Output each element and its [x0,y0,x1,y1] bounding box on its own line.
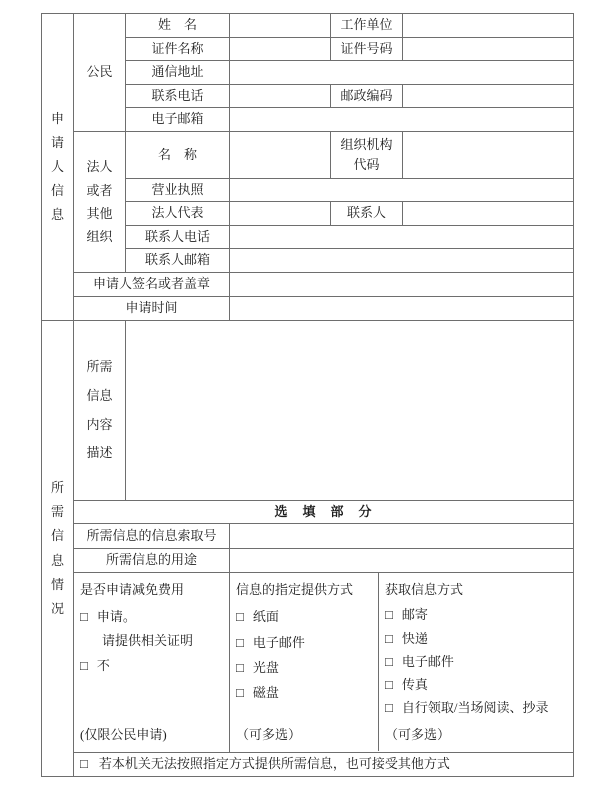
input-apply-time[interactable] [230,297,574,321]
option-label: 邮寄 [401,607,428,623]
label-cert-name: 证件名称 [126,38,230,61]
input-org-code[interactable] [403,132,574,179]
fee-waiver-title: 是否申请减免费用 [80,582,185,597]
input-contact-email[interactable] [230,249,574,273]
input-signature-or-seal[interactable] [230,273,574,297]
label-content-description-text: 所需信息内容描述 [86,359,113,461]
checkbox-icon: □ [236,659,244,675]
delivery-methods-columns [230,573,573,751]
label-info-index-number: 所需信息的信息索取号 [74,524,230,549]
label-contact-email: 联系人邮箱 [126,249,230,273]
input-org-name[interactable] [230,132,331,179]
label-email: 电子邮箱 [126,108,230,132]
label-signature-or-seal: 申请人签名或者盖章 [74,273,230,297]
provide-method-panel [230,573,378,751]
fee-option-no[interactable] [80,658,223,674]
label-phone: 联系电话 [126,85,230,108]
label-cert-number: 证件号码 [331,38,403,61]
label-apply-time: 申请时间 [74,297,230,321]
checkbox-icon: □ [385,677,393,692]
obtain-method-footnote: （可多选） [385,726,451,742]
input-info-purpose[interactable] [230,549,574,573]
group-label-organization [74,132,126,273]
checkbox-icon: □ [80,657,88,673]
group-label-citizen [74,14,126,132]
fee-waiver-panel [74,573,229,751]
label-content-description [74,321,126,501]
input-info-index-number[interactable] [230,524,574,549]
checkbox-icon: □ [385,700,393,716]
label-name: 姓 名 [126,14,230,38]
section-label-text: 申请人信息 [50,110,64,223]
input-cert-name[interactable] [230,38,331,61]
input-phone[interactable] [230,85,331,108]
obtain-method-title: 获取信息方式 [385,582,464,597]
fallback-note-text: 若本机关无法按照指定方式提供所需信息，也可接受其他方式 [98,756,450,772]
optional-section-header: 选 填 部 分 [74,501,574,524]
obtain-option-mail[interactable] [385,607,567,623]
provide-method-footnote: （可多选） [236,726,302,742]
checkbox-icon: □ [80,756,88,772]
provide-option-cd[interactable] [236,660,372,676]
label-org-name: 名 称 [126,132,230,179]
obtain-option-fax[interactable] [385,677,567,693]
input-legal-representative[interactable] [230,202,331,226]
option-label: 纸面 [252,609,279,625]
fee-waiver-cell [74,573,230,753]
fee-option-apply[interactable] [80,609,223,625]
checkbox-icon: □ [236,685,244,700]
obtain-option-express[interactable] [385,631,567,647]
label-info-purpose: 所需信息的用途 [74,549,230,573]
label-org-code-text: 组织机构代码 [340,136,393,172]
fee-waiver-footnote: (仅限公民申请) [80,726,167,742]
input-content-description[interactable] [126,321,574,501]
input-contact-person[interactable] [403,202,574,226]
option-label: 电子邮件 [252,634,305,650]
spacer [385,717,567,725]
option-label: 电子邮件 [401,653,454,669]
label-org-code [331,132,403,179]
section-label-text: 所需信息情况 [50,480,64,616]
input-mail-address[interactable] [230,61,574,85]
label-legal-representative: 法人代表 [126,202,230,226]
provide-option-email[interactable] [236,635,372,651]
provide-option-paper[interactable] [236,609,372,625]
section-label-applicant-info [42,14,74,321]
checkbox-icon: □ [236,609,244,625]
label-contact-person: 联系人 [331,202,403,226]
delivery-methods-cell [230,573,574,753]
option-label: 光盘 [252,659,279,675]
spacer [80,674,223,725]
input-cert-number[interactable] [403,38,574,61]
option-label: 不 [96,657,110,673]
checkbox-icon: □ [80,609,88,625]
input-name[interactable] [230,14,331,38]
input-contact-phone[interactable] [230,226,574,249]
spacer [236,701,372,725]
option-label: 磁盘 [252,685,279,700]
fallback-method-row [74,753,574,777]
application-form-table [41,13,574,777]
option-label: 申请。 [96,609,136,625]
checkbox-icon: □ [236,634,244,650]
provide-option-disk[interactable] [236,685,372,701]
checkbox-icon: □ [385,607,393,623]
group-label-text: 法人或者其他组织 [86,159,113,245]
checkbox-icon: □ [385,630,393,646]
section-label-requested-info [42,321,74,777]
obtain-method-panel [378,573,573,751]
option-label: 传真 [401,677,428,692]
label-work-unit: 工作单位 [331,14,403,38]
option-label: 自行领取/当场阅读、抄录 [401,700,549,716]
provide-method-title: 信息的指定提供方式 [236,582,354,597]
input-business-license[interactable] [230,179,574,202]
obtain-option-email[interactable] [385,654,567,670]
option-label: 快递 [401,630,428,646]
input-postal-code[interactable] [403,85,574,108]
obtain-option-self-pickup[interactable] [385,700,567,716]
fallback-option[interactable] [80,756,570,772]
input-work-unit[interactable] [403,14,574,38]
checkbox-icon: □ [385,653,393,669]
group-label-text: 公民 [86,64,113,80]
label-postal-code: 邮政编码 [331,85,403,108]
fee-apply-note: 请提供相关证明 [102,632,194,648]
input-email[interactable] [230,108,574,132]
label-mail-address: 通信地址 [126,61,230,85]
label-contact-phone: 联系人电话 [126,226,230,249]
label-business-license: 营业执照 [126,179,230,202]
